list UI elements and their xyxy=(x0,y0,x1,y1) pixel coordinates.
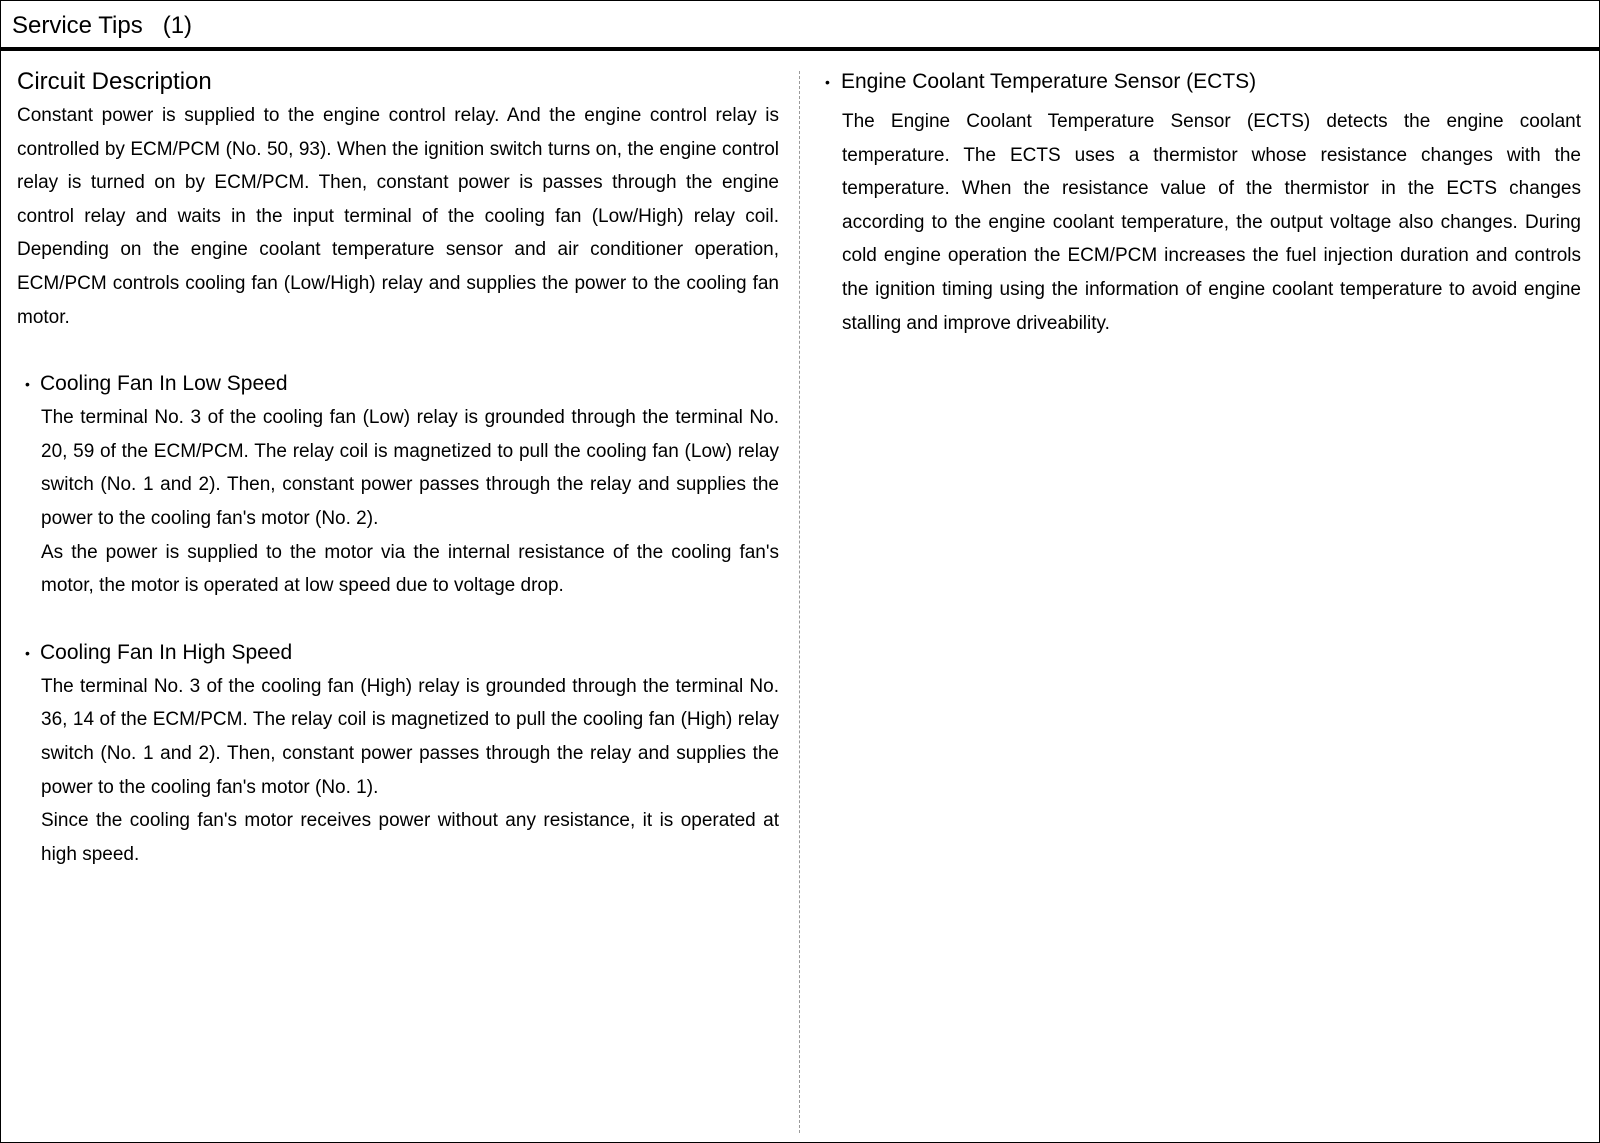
ects-title-row xyxy=(821,65,1581,99)
ects-title: Engine Coolant Temperature Sensor (ECTS) xyxy=(841,70,1257,93)
bullet-icon: • xyxy=(25,644,30,661)
low-speed-title: Cooling Fan In Low Speed xyxy=(40,372,288,396)
left-column xyxy=(17,65,779,871)
low-speed-title-row xyxy=(17,367,779,401)
high-speed-paragraph-2: Since the cooling fan's motor receives power without any resistance, it is operated at high speed. xyxy=(41,810,779,865)
page-title: Service Tips (1) xyxy=(12,12,193,39)
high-speed-body xyxy=(17,670,779,872)
low-speed-section xyxy=(17,367,779,603)
right-column xyxy=(821,65,1581,340)
circuit-description-text: Constant power is supplied to the engine control relay. And the engine control relay is controlled by ECM/PCM (No. 50, 93). When the ignition switch turns on, the engine control relay is turned on by ECM/PCM. Then, constant power is passes through the engine control relay and waits in the input terminal of the cooling fan (Low/High) relay coil. Depending on the engine coolant temperature sensor and air conditioner operation, ECM/PCM controls cooling fan (Low/High) relay and supplies the power to the cooling fan motor. xyxy=(17,105,779,328)
low-speed-paragraph-1: The terminal No. 3 of the cooling fan (Low) relay is grounded through the terminal No. 20, 59 of the ECM/PCM. The relay coil is magnetized to pull the cooling fan (Low) relay switch (No. 1 and 2). Then, constant power passes through the relay and supplies the power to the cooling fan's motor (No. 2). xyxy=(41,407,779,529)
column-divider xyxy=(799,71,800,1133)
ects-paragraph: The Engine Coolant Temperature Sensor (ECTS) detects the engine coolant temperature. The ECTS uses a thermistor whose resistance changes with the temperature. When the resistance value of the thermistor in the ECTS changes according to the engine coolant temperature, the output voltage also changes. During cold engine operation the ECM/PCM increases the fuel injection duration and controls the ignition timing using the information of engine coolant temperature to avoid engine stalling and improve driveability. xyxy=(842,111,1581,334)
low-speed-body xyxy=(17,401,779,603)
high-speed-paragraph-1: The terminal No. 3 of the cooling fan (High) relay is grounded through the terminal No. 36, 14 of the ECM/PCM. The relay coil is magnetized to pull the cooling fan (High) relay switch (No. 1 and 2). Then, constant power passes through the relay and supplies the power to the cooling fan's motor (No. 1). xyxy=(41,675,779,798)
high-speed-title: Cooling Fan In High Speed xyxy=(40,640,293,664)
high-speed-title-row xyxy=(17,636,779,670)
bullet-icon: • xyxy=(25,376,30,393)
high-speed-section xyxy=(17,636,779,872)
low-speed-paragraph-2: As the power is supplied to the motor via the internal resistance of the cooling fan's motor, the motor is operated at low speed due to voltage drop. xyxy=(41,541,779,597)
ects-body xyxy=(821,105,1581,340)
page-header xyxy=(1,1,1599,51)
circuit-description-heading: Circuit Description xyxy=(17,68,212,95)
bullet-icon: • xyxy=(825,74,830,90)
